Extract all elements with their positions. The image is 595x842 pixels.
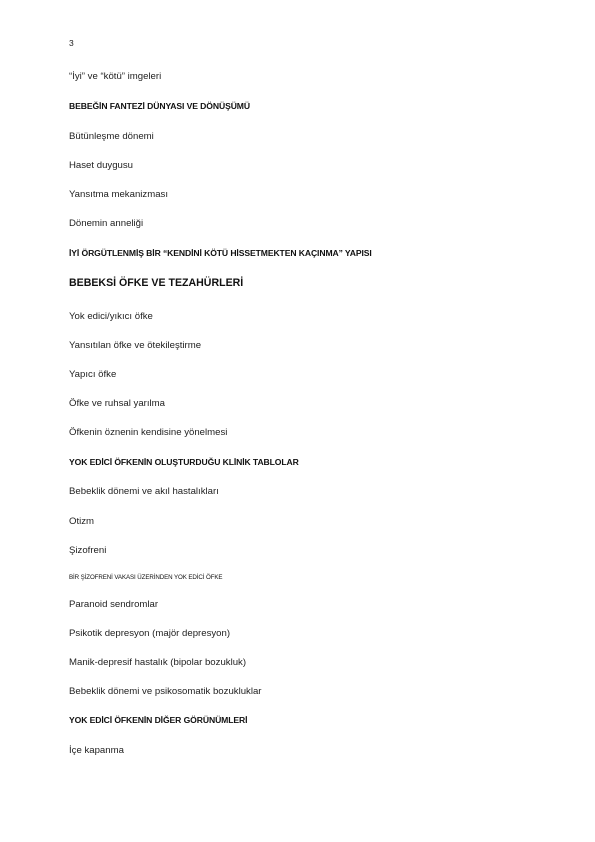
section-heading: BEBEĞİN FANTEZİ DÜNYASI VE DÖNÜŞÜMÜ — [69, 101, 250, 111]
section-heading: İYİ ÖRGÜTLENMİŞ BİR “KENDİNİ KÖTÜ HİSSETMEKTEN KAÇINMA” YAPISI — [69, 248, 372, 258]
toc-entry: Yok edici/yıkıcı öfke — [69, 311, 153, 322]
toc-entry: Öfkenin öznenin kendisine yönelmesi — [69, 427, 228, 438]
toc-entry: Yapıcı öfke — [69, 369, 117, 380]
toc-entry: Şizofreni — [69, 545, 107, 556]
toc-entry: Bütünleşme dönemi — [69, 131, 154, 142]
toc-entry: Otizm — [69, 516, 95, 527]
page-number: 3 — [69, 38, 74, 48]
toc-entry: Psikotik depresyon (majör depresyon) — [69, 628, 231, 639]
toc-entry: Bebeklik dönemi ve akıl hastalıkları — [69, 486, 219, 497]
chapter-heading: BEBEKSİ ÖFKE VE TEZAHÜRLERİ — [69, 277, 244, 289]
toc-entry: Haset duygusu — [69, 160, 133, 171]
toc-entry: Öfke ve ruhsal yarılma — [69, 398, 165, 409]
toc-entry: “İyi” ve “kötü” imgeleri — [69, 71, 162, 82]
toc-entry: Dönemin anneliği — [69, 218, 144, 229]
toc-entry: Manik-depresif hastalık (bipolar bozukluk) — [69, 657, 247, 668]
toc-entry: Yansıtılan öfke ve ötekileştirme — [69, 340, 202, 351]
section-heading: YOK EDİCİ ÖFKENİN OLUŞTURDUĞU KLİNİK TABLOLAR — [69, 457, 299, 467]
toc-entry: Paranoid sendromlar — [69, 599, 159, 610]
toc-entry: Bebeklik dönemi ve psikosomatik bozukluklar — [69, 686, 262, 697]
toc-entry: Yansıtma mekanizması — [69, 189, 168, 200]
subsection-heading: BİR ŞİZOFRENİ VAKASI ÜZERİNDEN YOK EDİCİ ÖFKE — [69, 574, 223, 581]
toc-entry: İçe kapanma — [69, 745, 124, 756]
section-heading: YOK EDİCİ ÖFKENİN DİĞER GÖRÜNÜMLERİ — [69, 715, 248, 725]
